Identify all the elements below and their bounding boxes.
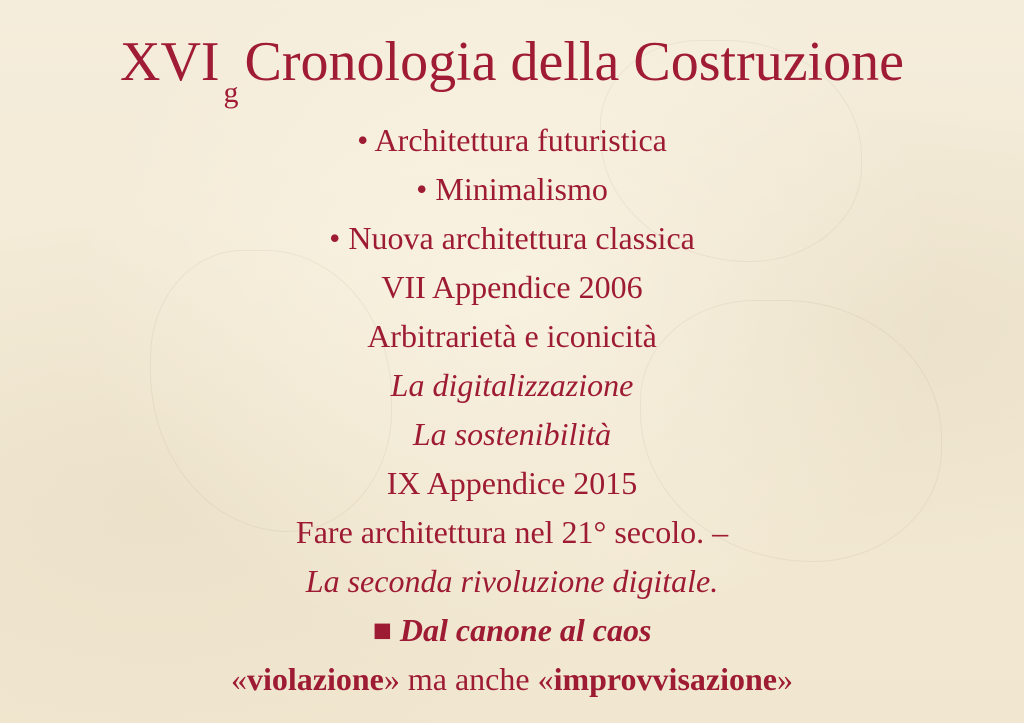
title-subscript: g	[223, 76, 239, 109]
appendix-ix-topic: Fare architettura nel 21° secolo. –	[295, 514, 729, 550]
bullet-nuova-architettura-classica: • Nuova architettura classica	[329, 220, 695, 256]
content-lines	[0, 116, 1024, 704]
quote-open: «	[537, 661, 554, 697]
appendix-ix-heading: IX Appendice 2015	[386, 465, 638, 501]
appendix-vii-item-sostenibilita: La sostenibilità	[412, 416, 612, 452]
quote-close: »	[383, 661, 400, 697]
title-text: Cronologia della Costruzione	[244, 31, 904, 93]
quote-open: «	[231, 661, 247, 697]
keyword-improvvisazione: improvvisazione	[553, 661, 777, 697]
title-roman-numeral: XVI	[120, 31, 220, 93]
slide-title	[0, 30, 1024, 109]
quote-close: »	[776, 661, 793, 697]
appendix-ix-subtopic: La seconda rivoluzione digitale.	[305, 563, 719, 599]
bullet-architettura-futuristica: • Architettura futuristica	[357, 122, 667, 158]
appendix-vii-heading: VII Appendice 2006	[381, 269, 643, 305]
keyword-violazione: violazione	[247, 661, 384, 697]
connector-text: ma anche	[399, 661, 538, 697]
appendix-vii-item-digitalizzazione: La digitalizzazione	[390, 367, 634, 403]
bullet-minimalismo: • Minimalismo	[416, 171, 608, 207]
closing-line	[0, 655, 1024, 704]
appendix-vii-topic: Arbitrarietà e iconicità	[367, 318, 657, 354]
highlight-dal-canone-al-caos: ■ Dal canone al caos	[372, 612, 652, 648]
